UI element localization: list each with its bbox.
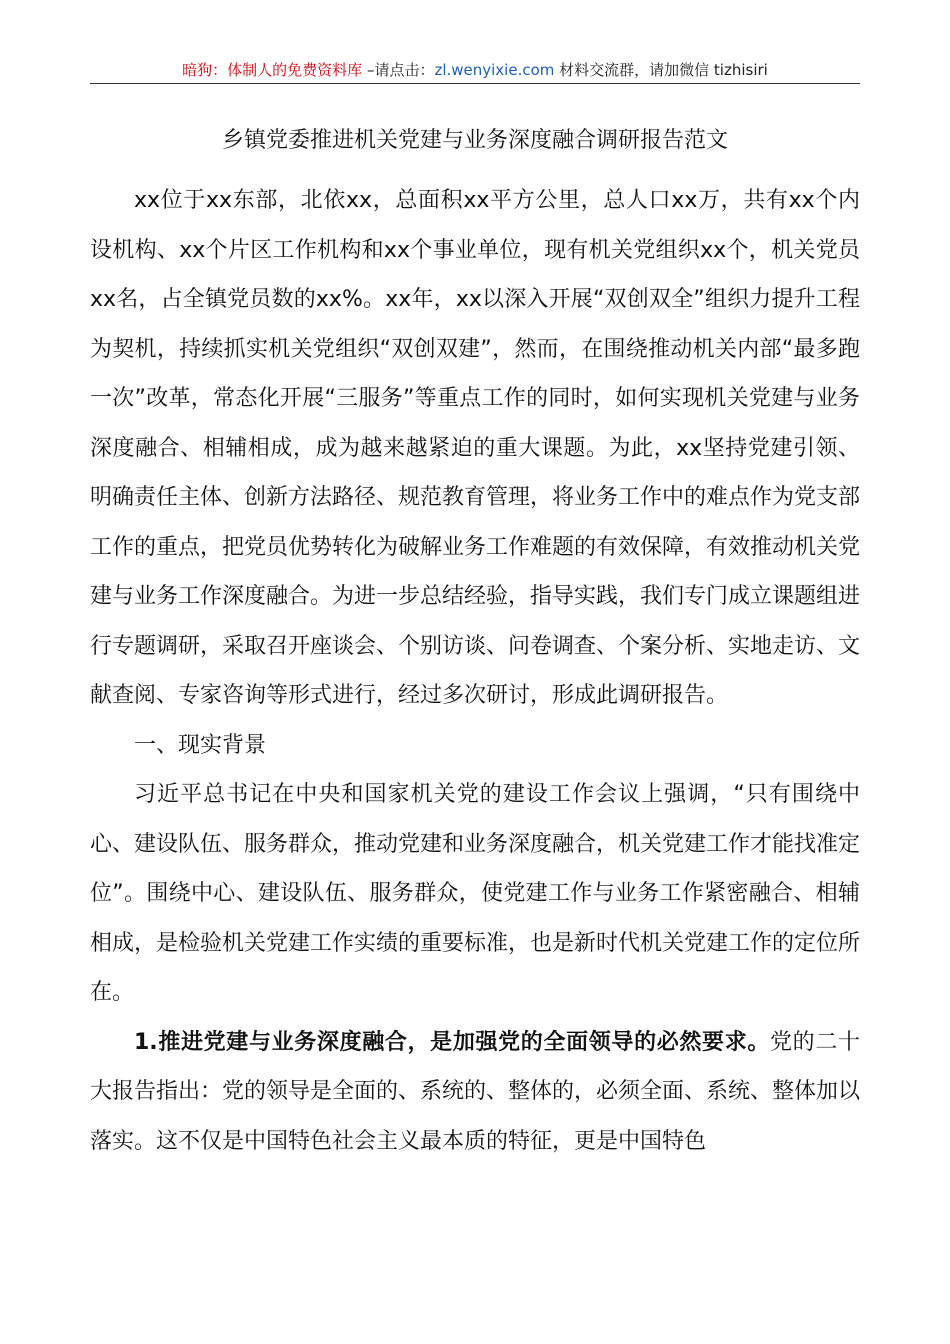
point-1-text: 党的二十大报告指出：党的领导是全面的、系统的、整体的，必须全面、系统、整体加以落实。这不仅是中国特色社会主义最本质的特征，更是中国特色 (90, 1029, 861, 1154)
paragraph-point-1 (90, 1018, 860, 1167)
header-site-name: 暗狗：体制人的免费资料库 (182, 61, 363, 79)
paragraph-background: 习近平总书记在中央和国家机关党的建设工作会议上强调，“只有围绕中心、建设队伍、服务群众，推动党建和业务深度融合，机关党建工作才能找准定位”。围绕中心、建设队伍、服务群众，使党建工作与业务工作紧密融合、相辅相成，是检验机关党建工作实绩的重要标准，也是新时代机关党建工作的定位所在。 (90, 782, 861, 1005)
point-1-heading: 1.推进党建与业务深度融合，是加强党的全面领导的必然要求。 (134, 1029, 771, 1055)
header-divider (90, 83, 860, 84)
header-wechat-note: 材料交流群，请加微信 tizhisiri (554, 61, 768, 79)
document-body (90, 176, 860, 1166)
section-heading-background: 一、现实背景 (134, 732, 267, 758)
header-url-link[interactable]: zl.wenyixie.com (434, 61, 555, 79)
paragraph-intro: xx位于xx东部，北依xx，总面积xx平方公里，总人口xx万，共有xx个内设机构、xx个片区工作机构和xx个事业单位，现有机关党组织xx个，机关党员xx名，占全镇党员数的xx%。xx年，xx以深入开展“双创双全”组织力提升工程为契机，持续抓实机关党组织“双创双建”，然而，在围绕推动机关内部“最多跑一次”改革，常态化开展“三服务”等重点工作的同时，如何实现机关党建与业务深度融合、相辅相成，成为越来越紧迫的重大课题。为此，xx坚持党建引领、明确责任主体、创新方法路径、规范教育管理，将业务工作中的难点作为党支部工作的重点，把党员优势转化为破解业务工作难题的有效保障，有效推动机关党建与业务工作深度融合。为进一步总结经验，指导实践，我们专门成立课题组进行专题调研，采取召开座谈会、个别访谈、问卷调查、个案分析、实地走访、文献查阅、专家咨询等形式进行，经过多次研讨，形成此调研报告。 (90, 188, 861, 708)
header-click-prompt: –请点击： (362, 61, 435, 79)
document-title: 乡镇党委推进机关党建与业务深度融合调研报告范文 (221, 128, 728, 153)
page-header (90, 58, 860, 82)
